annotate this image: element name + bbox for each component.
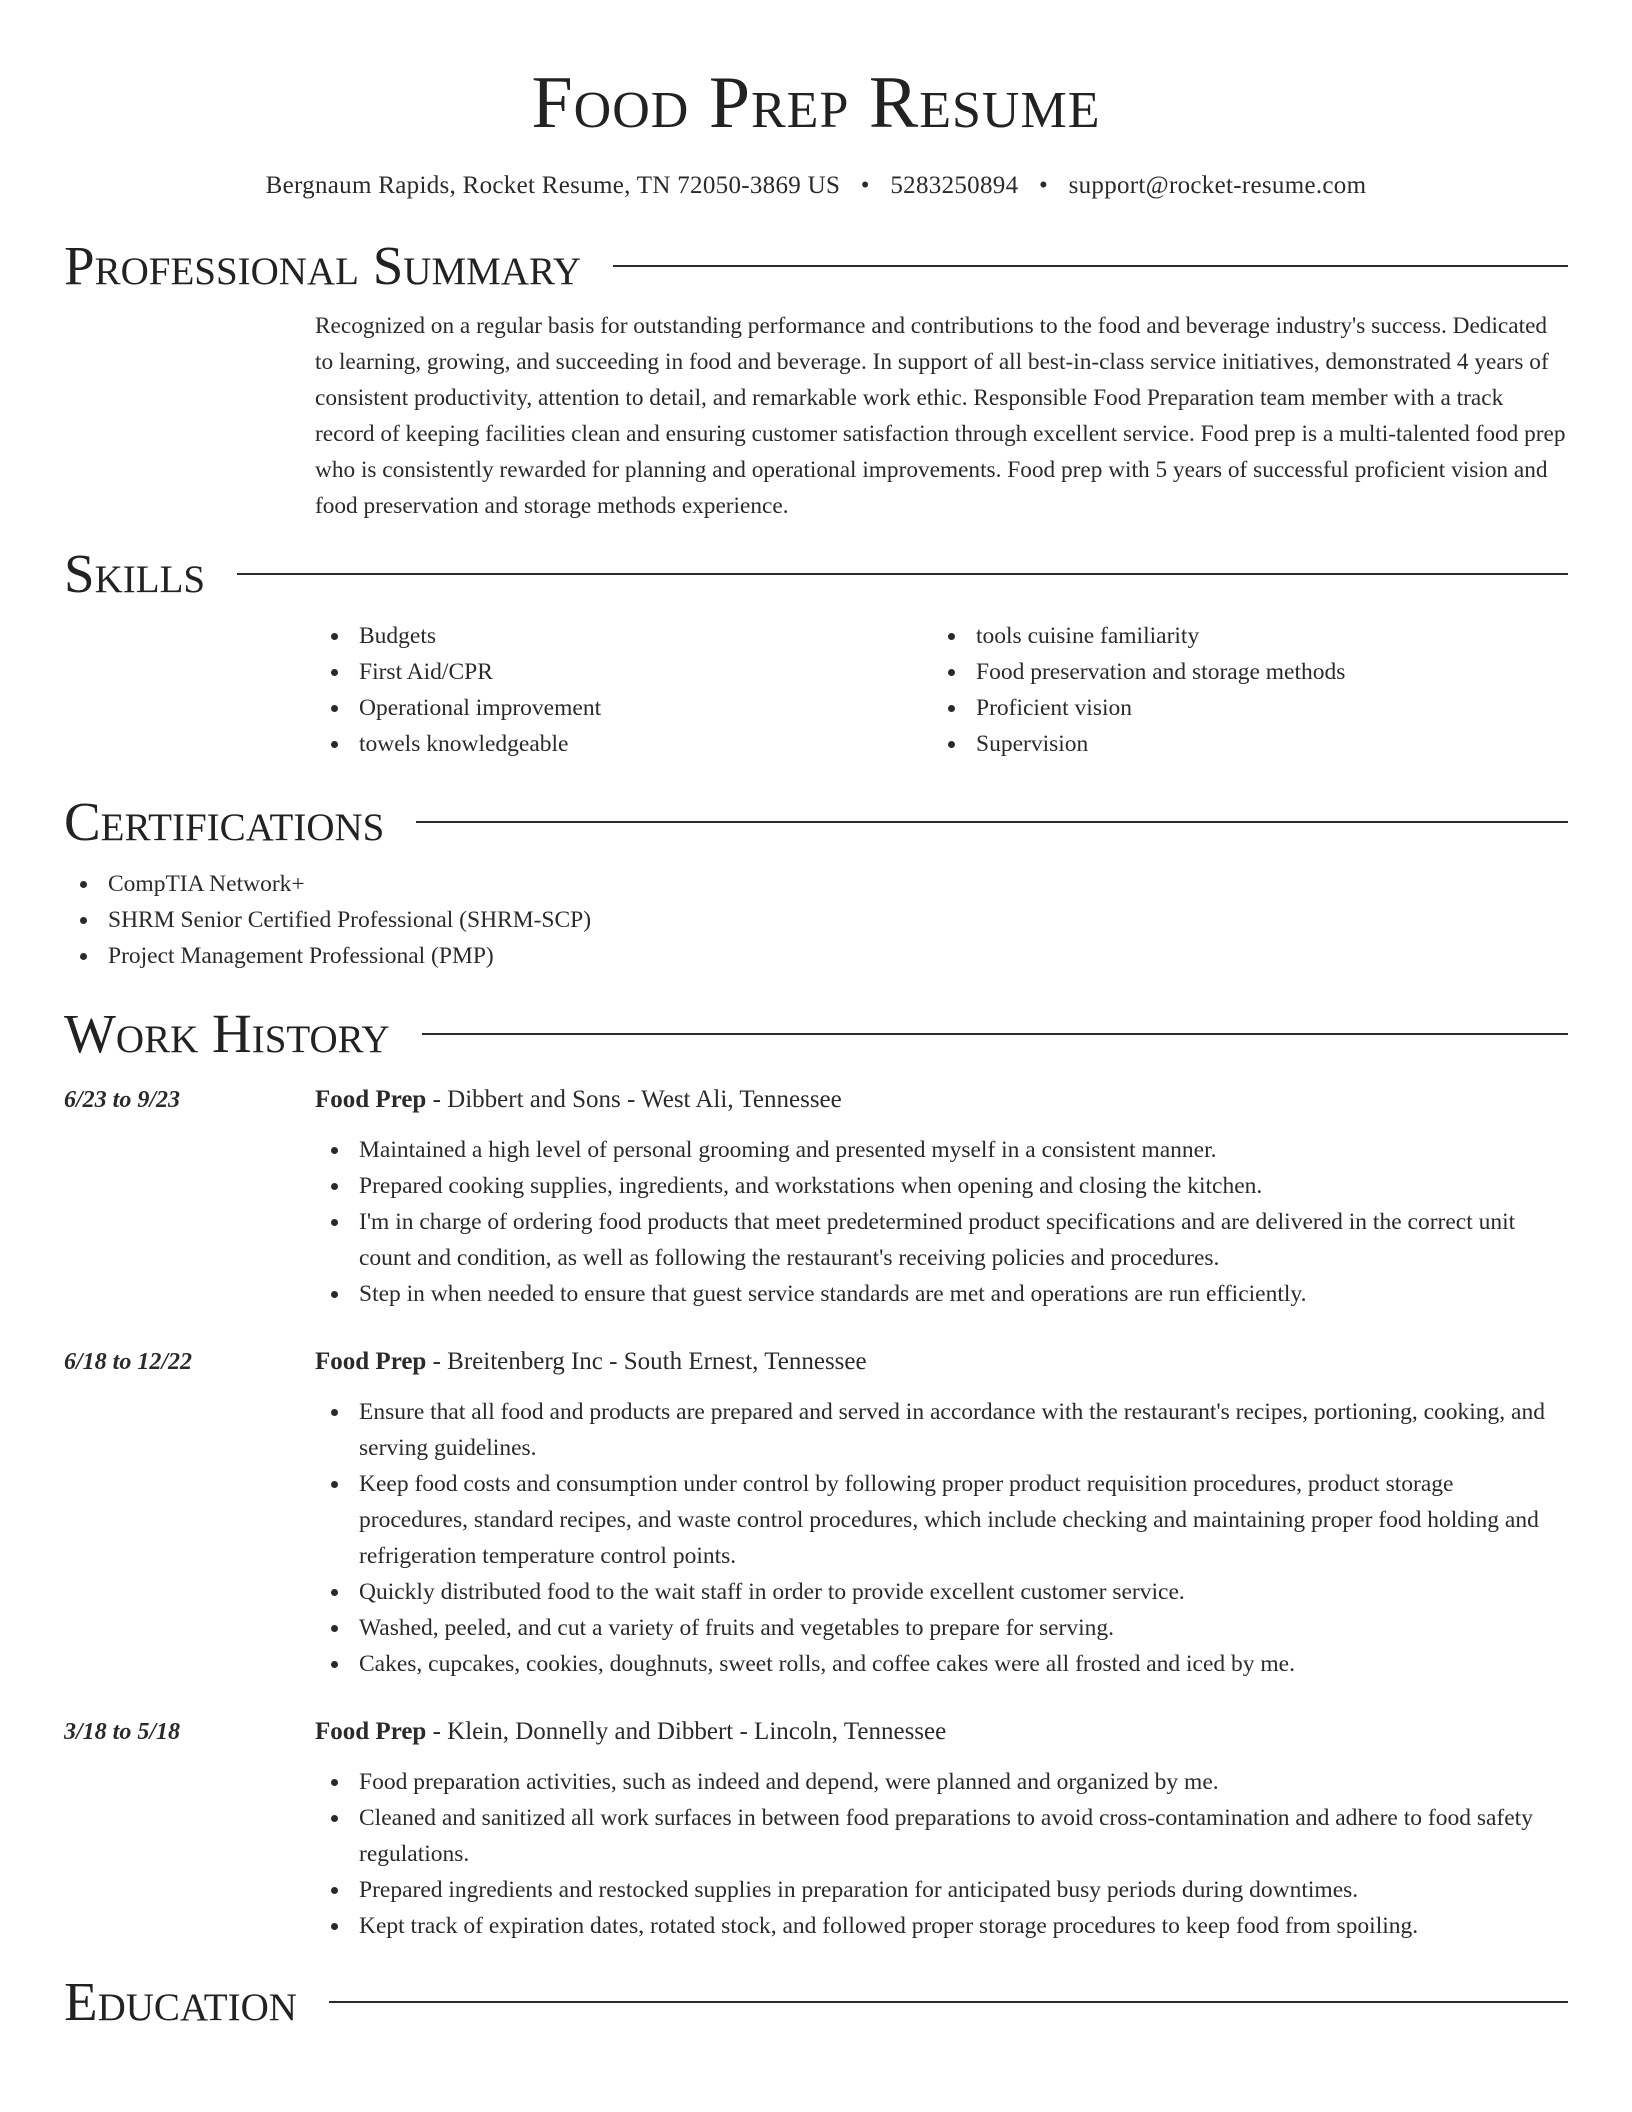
- certifications-list: [64, 866, 1568, 974]
- job-details: [315, 1344, 1568, 1682]
- skills-grid: [315, 618, 1568, 762]
- section-title-education: Education: [64, 1971, 297, 2032]
- job-bullets: [315, 1764, 1568, 1944]
- section-title-certifications: Certifications: [64, 791, 385, 852]
- job-company: - Breitenberg Inc - South Ernest, Tennessee: [426, 1348, 867, 1375]
- job-company: - Dibbert and Sons - West Ali, Tennessee: [426, 1086, 842, 1113]
- contact-line: [64, 172, 1568, 200]
- job-bullet: Washed, peeled, and cut a variety of fruits and vegetables to prepare for serving.: [315, 1610, 1568, 1646]
- job-bullets: [315, 1394, 1568, 1682]
- section-title-skills: Skills: [64, 543, 206, 604]
- job-role: Food Prep: [315, 1718, 427, 1745]
- job-bullet: Prepared cooking supplies, ingredients, and workstations when opening and closing the kitchen.: [315, 1168, 1568, 1204]
- job-heading: [315, 1082, 1568, 1118]
- section-heading: [64, 1004, 1568, 1064]
- contact-email[interactable]: support@rocket-resume.com: [1068, 172, 1367, 199]
- skill-item: towels knowledgeable: [315, 726, 932, 762]
- contact-phone: 5283250894: [890, 172, 1019, 199]
- job-dates: 3/18 to 5/18: [64, 1719, 181, 1745]
- education-section: [64, 1972, 1568, 2032]
- work-history-section: [64, 1004, 1568, 1944]
- section-heading: [64, 792, 1568, 852]
- section-heading: [64, 1972, 1568, 2032]
- job-details: [315, 1714, 1568, 1944]
- job-bullet: Ensure that all food and products are prepared and served in accordance with the restaurant's recipes, portioning, cooking, and serving guidelines.: [315, 1394, 1568, 1466]
- job-bullet: I'm in charge of ordering food products that meet predetermined product specifications and are delivered in the correct unit count and condition, as well as following the restaurant's receiving policies and procedures.: [315, 1204, 1568, 1276]
- section-heading: [64, 544, 1568, 604]
- job-bullet: Cleaned and sanitized all work surfaces in between food preparations to avoid cross-contamination and adhere to food safety regulations.: [315, 1800, 1568, 1872]
- skill-item: Budgets: [315, 618, 932, 654]
- job-bullet: Prepared ingredients and restocked supplies in preparation for anticipated busy periods during downtimes.: [315, 1872, 1568, 1908]
- job-entry: [64, 1082, 1568, 1312]
- resume-title: Food Prep Resume: [531, 62, 1101, 144]
- skill-item: Supervision: [932, 726, 1568, 762]
- skills-list-right: [932, 618, 1568, 762]
- job-heading: [315, 1344, 1568, 1380]
- job-bullet: Kept track of expiration dates, rotated stock, and followed proper storage procedures to keep food from spoiling.: [315, 1908, 1568, 1944]
- skill-item: tools cuisine familiarity: [932, 618, 1568, 654]
- section-divider: [416, 821, 1568, 823]
- job-role: Food Prep: [315, 1348, 427, 1375]
- section-divider: [329, 2001, 1568, 2003]
- job-bullet: Quickly distributed food to the wait staff in order to provide excellent customer service.: [315, 1574, 1568, 1610]
- job-bullet: Keep food costs and consumption under control by following proper product requisition procedures, product storage procedures, standard recipes, and waste control procedures, which include checking and maintaining proper food holding and refrigeration temperature control points.: [315, 1466, 1568, 1574]
- job-bullet: Maintained a high level of personal grooming and presented myself in a consistent manner.: [315, 1132, 1568, 1168]
- job-entry: [64, 1344, 1568, 1682]
- skill-item: Operational improvement: [315, 690, 932, 726]
- summary-text: Recognized on a regular basis for outstanding performance and contributions to the food and beverage industry's success. Dedicated to learning, growing, and succeeding in food and beverage. In support of all best-in-class service initiatives, demonstrated 4 years of consistent productivity, attention to detail, and remarkable work ethic. Responsible Food Preparation team member with a track record of keeping facilities clean and ensuring customer satisfaction through excellent service. Food prep is a multi-talented food prep who is consistently rewarded for planning and operational improvements. Food prep with 5 years of successful proficient vision and food preservation and storage methods experience.: [315, 313, 1566, 519]
- contact-separator: •: [1038, 172, 1048, 199]
- skill-item: Proficient vision: [932, 690, 1568, 726]
- skills-list-left: [315, 618, 932, 762]
- certifications-section: [64, 792, 1568, 974]
- skills-section: [64, 544, 1568, 762]
- section-title-work-history: Work History: [64, 1003, 390, 1064]
- section-heading: [64, 236, 1568, 296]
- section-divider: [613, 265, 1568, 267]
- job-bullet: Cakes, cupcakes, cookies, doughnuts, sweet rolls, and coffee cakes were all frosted and iced by me.: [315, 1646, 1568, 1682]
- summary-section: [64, 236, 1568, 524]
- job-bullets: [315, 1132, 1568, 1312]
- job-details: [315, 1082, 1568, 1312]
- job-dates: 6/18 to 12/22: [64, 1349, 193, 1375]
- skill-item: First Aid/CPR: [315, 654, 932, 690]
- job-entry: [64, 1714, 1568, 1944]
- contact-separator: •: [860, 172, 870, 199]
- section-divider: [237, 573, 1568, 575]
- contact-address: Bergnaum Rapids, Rocket Resume, TN 72050-3869 US: [265, 172, 841, 199]
- skill-item: Food preservation and storage methods: [932, 654, 1568, 690]
- job-bullet: Food preparation activities, such as indeed and depend, were planned and organized by me.: [315, 1764, 1568, 1800]
- section-title-summary: Professional Summary: [64, 235, 582, 296]
- section-divider: [422, 1033, 1568, 1035]
- job-heading: [315, 1714, 1568, 1750]
- certification-item: CompTIA Network+: [64, 866, 1568, 902]
- job-company: - Klein, Donnelly and Dibbert - Lincoln, Tennessee: [426, 1718, 947, 1745]
- job-role: Food Prep: [315, 1086, 427, 1113]
- certification-item: SHRM Senior Certified Professional (SHRM-SCP): [64, 902, 1568, 938]
- resume-header: [64, 0, 1568, 200]
- job-bullet: Step in when needed to ensure that guest service standards are met and operations are run efficiently.: [315, 1276, 1568, 1312]
- certification-item: Project Management Professional (PMP): [64, 938, 1568, 974]
- resume-page: [64, 0, 1568, 2032]
- job-dates: 6/23 to 9/23: [64, 1087, 181, 1113]
